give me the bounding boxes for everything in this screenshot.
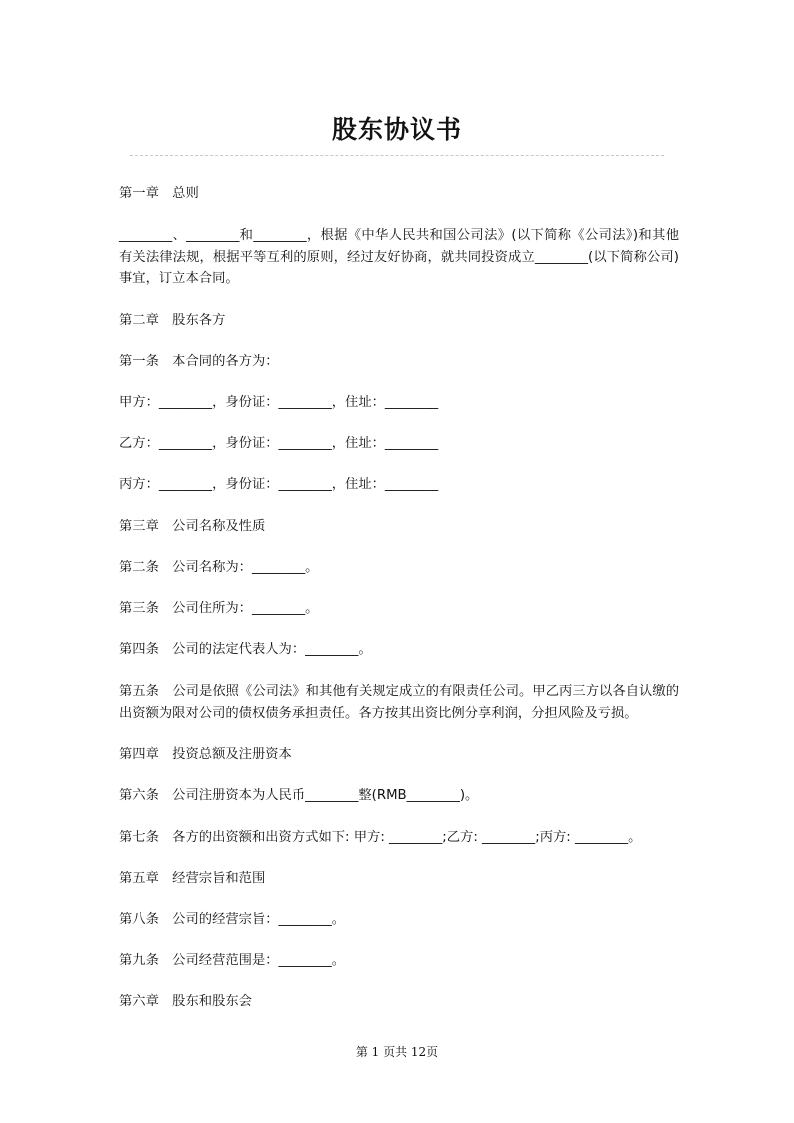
article-9: 第九条 公司经营范围是：________。 [119,953,346,969]
title-divider [130,155,664,156]
article-8: 第八条 公司的经营宗旨：________。 [119,912,346,928]
party-a-line: 甲方：________，身份证：________，住址：________ [119,394,439,410]
article-4: 第四条 公司的法定代表人为：________。 [119,642,372,658]
page-footer: 第 1 页共 12页 [355,1045,439,1059]
document-title: 股东协议书 [331,115,462,144]
chapter-2-heading: 第二章 股东各方 [119,312,226,328]
article-5: 第五条 公司是依照《公司法》和其他有关规定成立的有限责任公司。甲乙丙三方以各自认缴的出资额为限对公司的债权债务承担责任。各方按其出资比例分享利润，分担风险及亏损。 [119,684,679,721]
party-c-line: 丙方：________，身份证：________，住址：________ [119,477,439,493]
article-2: 第二条 公司名称为：________。 [119,559,319,575]
document-body [119,184,679,1034]
chapter-3-heading: 第三章 公司名称及性质 [119,518,266,534]
preamble-paragraph: ________、________和________，根据《中华人民共和国公司法》(以下简称《公司法》)和其他有关法律法规，根据平等互利的原则，经过友好协商，就共同投资成立________(以下简称公司)事宜，订立本合同。 [119,228,679,286]
article-7: 第七条 各方的出资额和出资方式如下: 甲方: ________;乙方: ________;丙方: ________。 [119,829,642,845]
party-b-line: 乙方：________，身份证：________，住址：________ [119,436,439,452]
article-3: 第三条 公司住所为：________。 [119,600,319,616]
chapter-5-heading: 第五章 经营宗旨和范围 [119,870,266,886]
chapter-6-heading: 第六章 股东和股东会 [119,994,252,1010]
article-1: 第一条 本合同的各方为： [119,353,279,369]
chapter-4-heading: 第四章 投资总额及注册资本 [119,747,292,763]
chapter-1-heading: 第一章 总则 [119,186,199,201]
article-6: 第六条 公司注册资本为人民币________整(RMB________)。 [119,788,479,804]
